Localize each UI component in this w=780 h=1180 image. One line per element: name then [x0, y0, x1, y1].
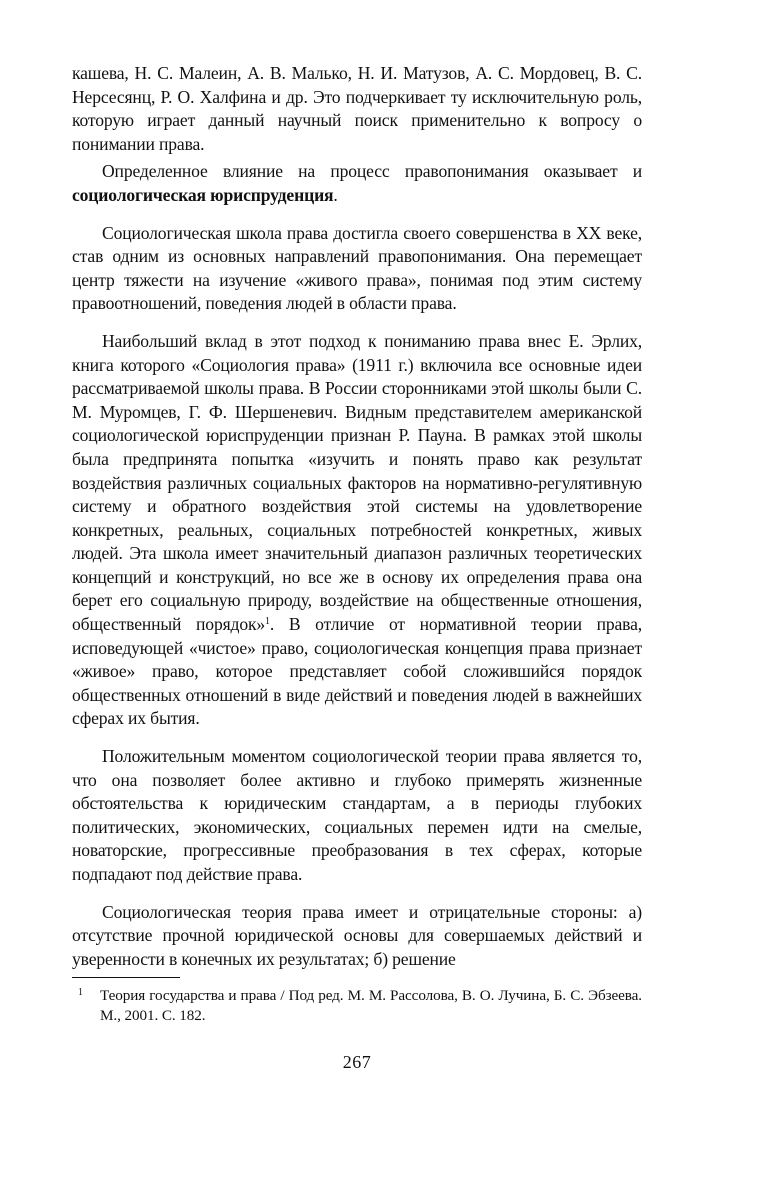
footnote-mark: 1	[78, 987, 83, 999]
book-page	[72, 62, 642, 1162]
footnote	[72, 986, 642, 1026]
paragraph-text: Наибольший вклад в этот подход к пониманию права внес Е. Эрлих, книга которого «Социология права» (1911 г.) включила все основные идеи рассматриваемой школы права. В России сторонниками этой школы были С. М. Муромцев, Г. Ф. Шершеневич. Видным представителем американской социологической юриспруденции признан Р. Пауна. В рамках этой школы была предпринята попытка «изучить и понять право как результат воздействия различных социальных факторов на нормативно-регулятивную систему и обратного воздействия этой системы на удовлетворение конкретных, реальных, социальных потребностей конкретных, живых людей. Эта школа имеет значительный диапазон различных теоретических концепций и конструкций, но все же в основу их определения права она берет его социальную природу, воздействие на общественные отношения, общественный порядок»	[72, 330, 642, 635]
footnote-reference[interactable]: 1	[265, 616, 270, 628]
bold-term: социологическая юриспруденция	[72, 184, 334, 205]
paragraph-positive-aspect: Положительным моментом социологической теории права является то, что она позволяет более активно и глубоко примерять жизненные обстоятельства к юридическим стандартам, а в периоды глубоких политических, экономических, социальных перемен идти на смелые, новаторские, прогрессивные преобразования в тех сферах, которые подпадают под действие права.	[72, 746, 642, 884]
paragraph-text: . В отличие от нормативной теории права, исповедующей «чистое» право, социологическая концепция права признает «живое» право, которое представляет собой сложившийся порядок общественных отношений в виде действий и поведения людей в важнейших сферах их бытия.	[72, 614, 642, 729]
footnote-text: Теория государства и права / Под ред. М. М. Рассолова, В. О. Лучина, Б. С. Эбзеева. М., 2001. С. 182.	[100, 987, 642, 1025]
paragraph-ehrlich	[72, 330, 642, 731]
paragraph-sociological-school: Социологическая школа права достигла своего совершенства в XX веке, став одним из основных направлений правопонимания. Она перемещает центр тяжести на изучение «живого права», понимая под этим систему правоотношений, поведения людей в области права.	[72, 222, 642, 314]
paragraph-negative-aspects: Социологическая теория права имеет и отрицательные стороны: а) отсутствие прочной юридической основы для совершаемых действий и уверенности в конечных их результатах; б) решение	[72, 901, 642, 969]
footnote-divider	[72, 977, 180, 978]
paragraph-text: Определенное влияние на процесс правопонимания оказывает и	[102, 161, 642, 182]
page-number: 267	[342, 1052, 372, 1072]
paragraph-text: .	[333, 184, 338, 205]
paragraph-continuation: кашева, Н. С. Малеин, А. В. Малько, Н. И. Матузов, А. С. Мордовец, В. С. Нерсесянц, Р. О. Халфина и др. Это подчеркивает ту исключительную роль, которую играет данный научный поиск применительно к вопросу о понимании права.	[72, 63, 642, 154]
paragraph-sociological-jurisprudence	[72, 160, 642, 207]
